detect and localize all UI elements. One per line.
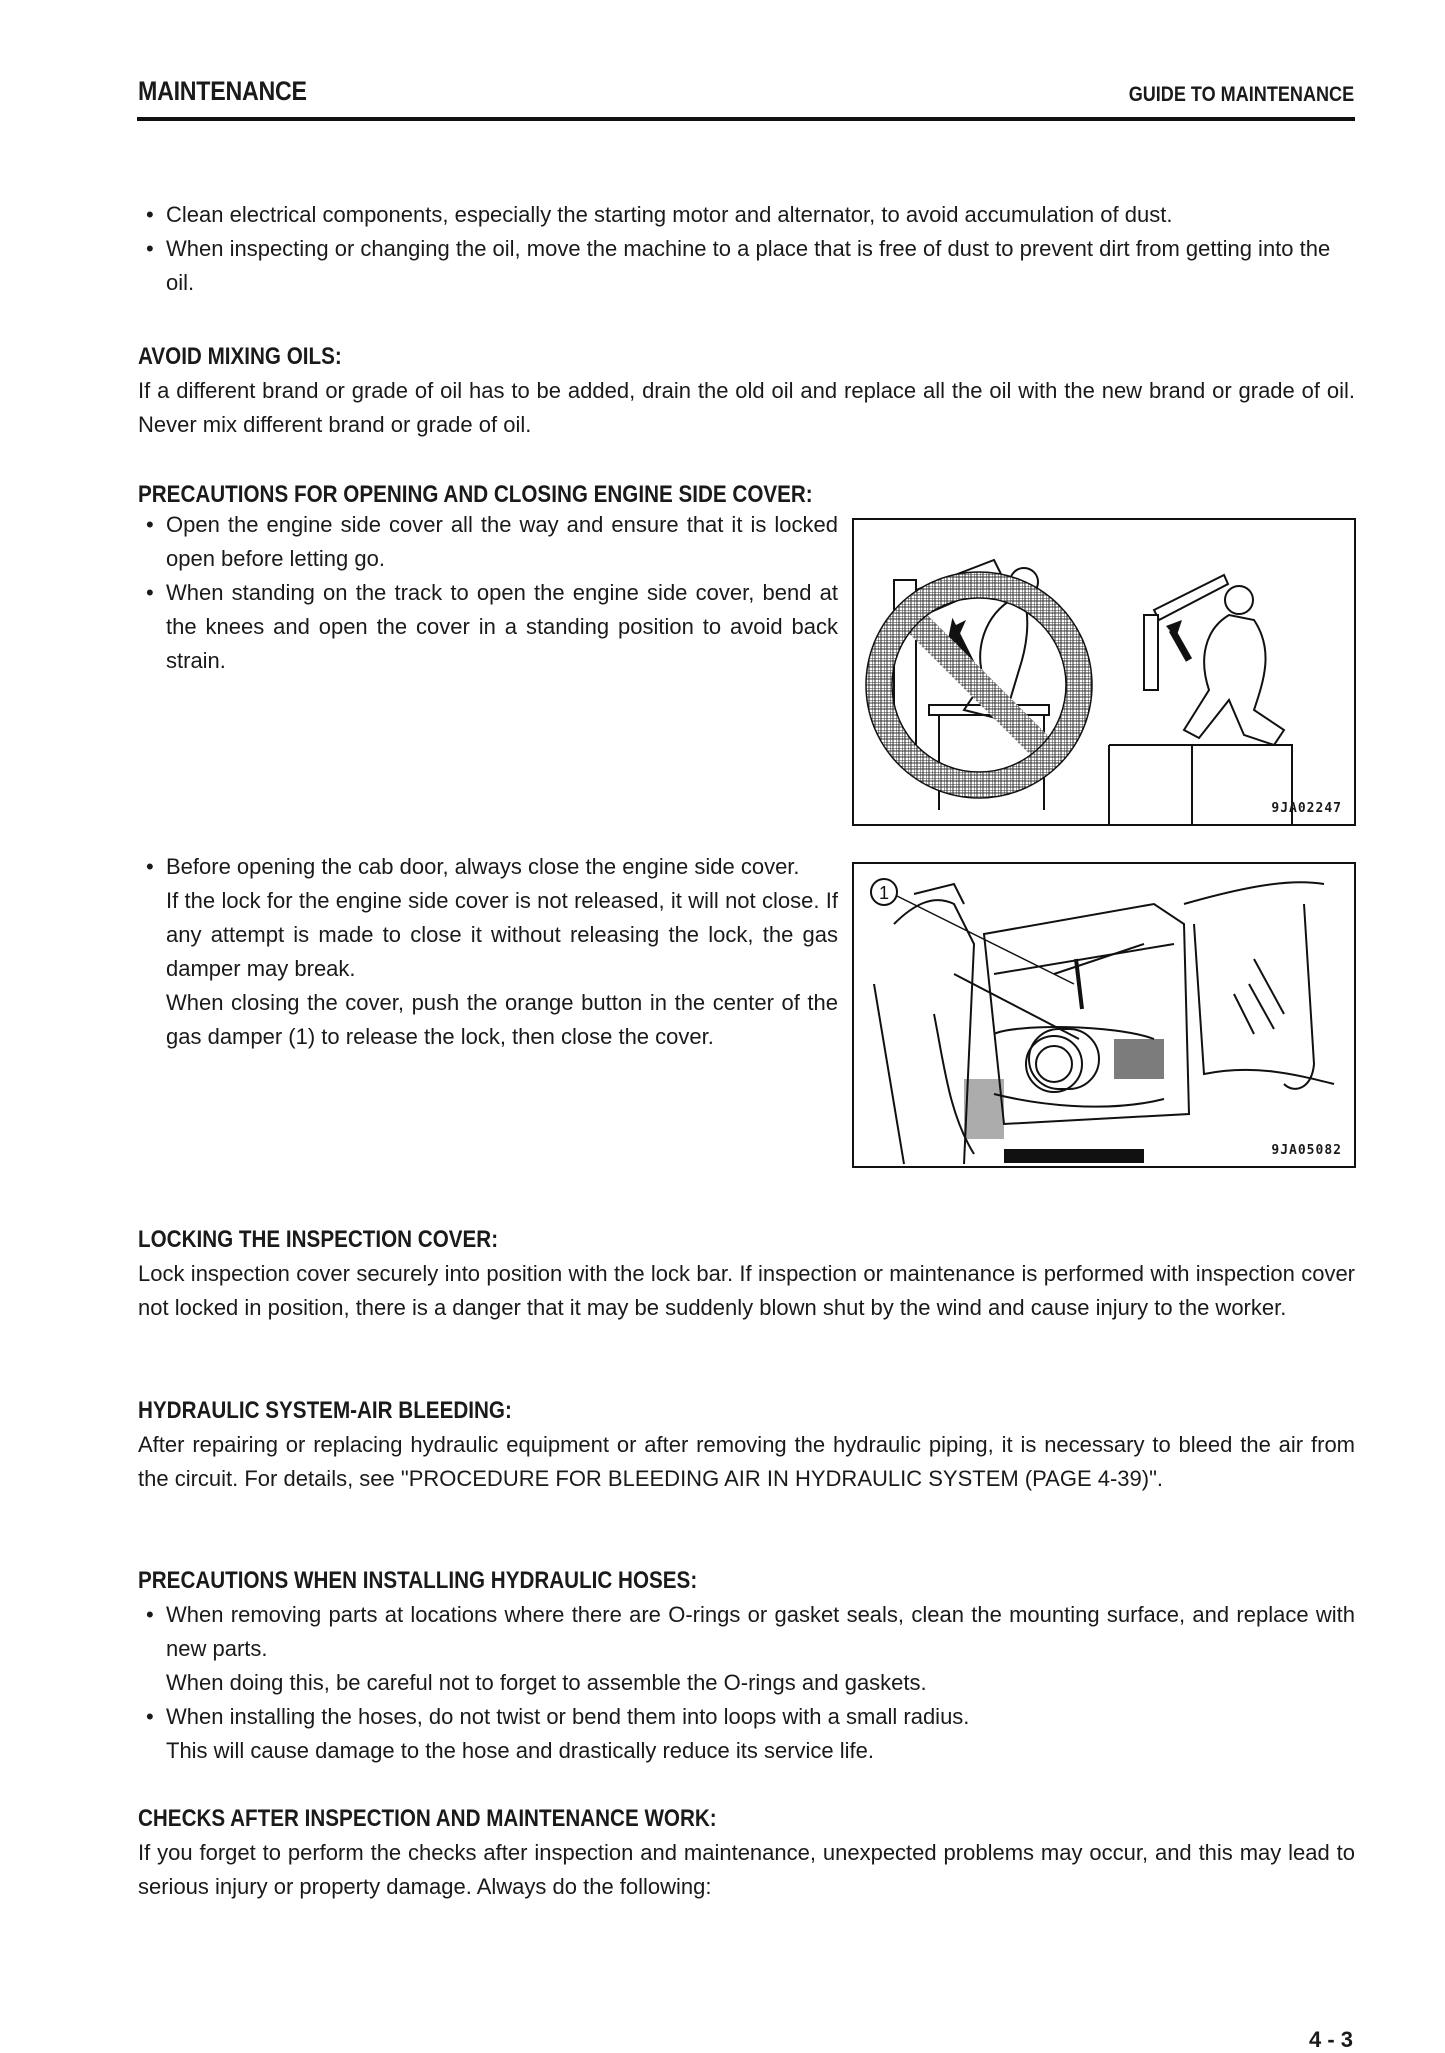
posture-illustration: [852, 518, 1356, 826]
intro-bullets-block: [138, 198, 1355, 300]
page-number: 4 - 3: [1308, 2027, 1353, 2052]
hoses-bullet-text: • When removing parts at locations where there are O-rings or gasket seals, clean the mounting surface, and replace with new parts.: [166, 1602, 1355, 1661]
engine-compartment-drawing: [854, 864, 1354, 1166]
posture-illustration-drawing: [854, 520, 1354, 824]
section-heading: AVOID MIXING OILS:: [138, 343, 342, 370]
section-paragraph: If you forget to perform the checks after inspection and maintenance, unexpected problems may occur, and this may lead to serious injury or property damage. Always do the following:: [138, 1840, 1355, 1899]
hoses-bullet-text: • When installing the hoses, do not twist or bend them into loops with a small radius.: [166, 1704, 970, 1729]
cab-door-text: [138, 850, 838, 1054]
section-paragraph: After repairing or replacing hydraulic equipment or after removing the hydraulic piping, it is necessary to bleed the air from the circuit. For details, see "PROCEDURE FOR BLEEDING AIR IN HYDRAULIC SYSTEM (PAGE 4-39)".: [138, 1432, 1355, 1491]
section-heading: LOCKING THE INSPECTION COVER:: [138, 1226, 499, 1253]
cab-door-paragraph: If the lock for the engine side cover is not released, it will not close. If any attempt is made to close it without releasing the lock, the gas damper may break.: [166, 888, 838, 981]
locking-section: [138, 1225, 1355, 1325]
engine-cover-text: [138, 508, 838, 678]
hoses-bullet: [138, 1700, 1355, 1768]
engine-cover-bullet: • Open the engine side cover all the way and ensure that it is locked open before letting go.: [138, 508, 838, 576]
hydraulic-air-section: [138, 1396, 1355, 1496]
section-paragraph: If a different brand or grade of oil has to be added, drain the old oil and replace all the oil with the new brand or grade of oil. Never mix different brand or grade of oil.: [138, 378, 1355, 437]
hoses-bullet-list: [138, 1598, 1355, 1768]
intro-bullet: • Clean electrical components, especially the starting motor and alternator, to avoid accumulation of dust.: [138, 198, 1355, 232]
hoses-bullet-continuation: This will cause damage to the hose and drastically reduce its service life.: [166, 1738, 875, 1763]
section-heading: PRECAUTIONS WHEN INSTALLING HYDRAULIC HOSES:: [138, 1567, 698, 1594]
section-heading: PRECAUTIONS FOR OPENING AND CLOSING ENGINE SIDE COVER:: [138, 481, 813, 508]
cab-door-bullet-list: [138, 850, 838, 884]
prohibited-sign-icon: [866, 572, 1092, 798]
avoid-mixing-section: [138, 342, 1355, 442]
figure-code: 9JA05082: [1271, 1143, 1342, 1158]
hoses-section: [138, 1566, 1355, 1768]
header-chapter-title: GUIDE TO MAINTENANCE: [1128, 83, 1354, 106]
figure-code: 9JA02247: [1271, 801, 1342, 816]
header-section-title: MAINTENANCE: [138, 76, 307, 106]
checks-section: [138, 1804, 1355, 1904]
hoses-bullet: [138, 1598, 1355, 1700]
engine-cover-bullet: • When standing on the track to open the engine side cover, bend at the knees and open the cover in a standing position to avoid back strain.: [138, 576, 838, 678]
engine-cover-bullet-list: [138, 508, 838, 678]
callout-number: 1: [878, 883, 890, 903]
header-rule: [137, 117, 1355, 121]
engine-compartment-illustration: [852, 862, 1356, 1168]
cab-door-bullet: • Before opening the cab door, always close the engine side cover.: [138, 850, 838, 884]
section-paragraph: Lock inspection cover securely into position with the lock bar. If inspection or maintenance is performed with inspection cover not locked in position, there is a danger that it may be suddenly blown shut by the wind and cause injury to the worker.: [138, 1261, 1355, 1320]
correct-posture-figure: [1109, 575, 1292, 824]
intro-bullet-list: [138, 198, 1355, 300]
section-heading: HYDRAULIC SYSTEM-AIR BLEEDING:: [138, 1397, 512, 1424]
cab-door-paragraph: When closing the cover, push the orange button in the center of the gas damper (1) to release the lock, then close the cover.: [166, 990, 838, 1049]
hoses-bullet-continuation: When doing this, be careful not to forget to assemble the O-rings and gaskets.: [166, 1670, 927, 1695]
intro-bullet: • When inspecting or changing the oil, move the machine to a place that is free of dust to prevent dirt from getting into the oil.: [138, 232, 1355, 300]
section-heading: CHECKS AFTER INSPECTION AND MAINTENANCE WORK:: [138, 1805, 717, 1832]
engine-cover-heading-wrap: [138, 480, 1355, 510]
